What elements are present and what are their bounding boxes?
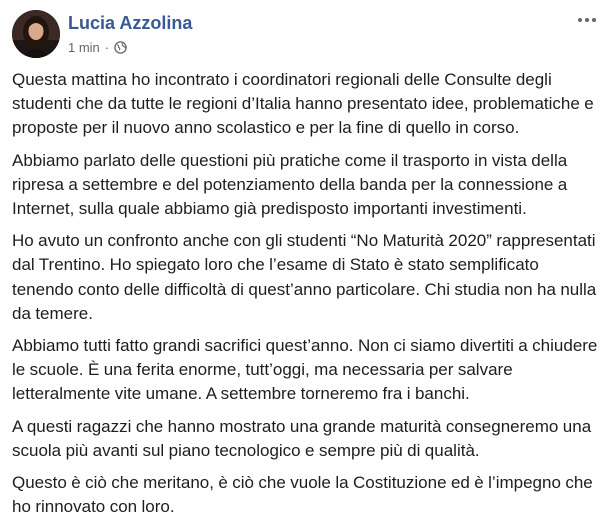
more-horizontal-icon[interactable] xyxy=(576,10,598,30)
post-paragraph: Abbiamo tutti fatto grandi sacrifici quest’anno. Non ci siamo divertiti a chiudere le scuole. È una ferita enorme, tutt’oggi, ma necessaria per salvare letteralmente vite umane. A settembre torneremo fra i banchi. xyxy=(12,336,598,404)
avatar[interactable] xyxy=(12,10,60,58)
author-name[interactable]: Lucia Azzolina xyxy=(68,13,193,33)
post-paragraph: A questi ragazzi che hanno mostrato una grande maturità consegneremo una scuola più avanti sul piano tecnologico e sempre più di qualità. xyxy=(12,416,592,460)
post-paragraph: Questo è ciò che meritano, è ciò che vuole la Costituzione ed è l’impegno che ho rinnovato con loro. xyxy=(12,473,593,517)
meta-separator: · xyxy=(104,39,110,55)
post-meta xyxy=(68,39,127,55)
globe-icon[interactable] xyxy=(114,41,127,54)
post-paragraph: Abbiamo parlato delle questioni più pratiche come il trasporto in vista della ripresa a settembre e del potenziamento della banda per la connessione a Internet, sulla quale abbiamo già predisposto importanti investimenti. xyxy=(12,150,568,219)
post-body xyxy=(12,68,606,527)
post-timestamp[interactable]: 1 min xyxy=(68,39,100,55)
post-paragraph: Ho avuto un confronto anche con gli studenti “No Maturità 2020” rappresentati dal Trentino. Ho spiegato loro che l’esame di Stato è stato semplificato tenendo conto delle difficoltà di quest’anno particolare. Chi studia non ha nulla da temere. xyxy=(12,231,597,323)
post-paragraph: Questa mattina ho incontrato i coordinatori regionali delle Consulte degli studenti che da tutte le regioni d’Italia hanno presentato idee, problematiche e proposte per il nuovo anno scolastico e per la fine di quello in corso. xyxy=(12,70,594,138)
post-header xyxy=(12,10,602,62)
